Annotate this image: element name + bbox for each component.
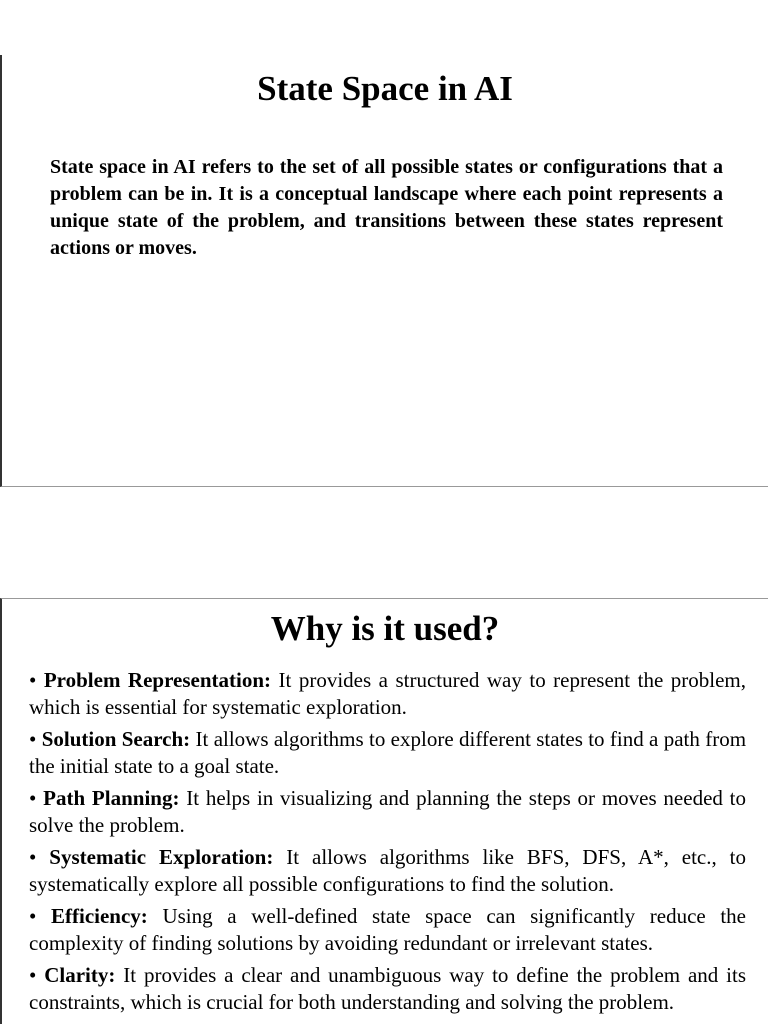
list-item bbox=[29, 667, 746, 721]
bullet-term: Problem Representation: bbox=[43, 668, 272, 692]
bullet-text: It provides a clear and unambiguous way to define the problem and its constraints, which is crucial for both understanding and solving the problem. bbox=[29, 963, 747, 1014]
definition-paragraph: State space in AI refers to the set of all possible states or configurations that a problem can be in. It is a conceptual landscape where each point represents a unique state of the problem, and transitions between these states represent actions or moves. bbox=[50, 156, 723, 259]
slide-title: Why is it used? bbox=[270, 609, 500, 648]
bullet-text: It allows algorithms to explore different states to find a path from the initial state to a goal state. bbox=[29, 727, 747, 778]
bullet-icon: • bbox=[29, 845, 37, 869]
list-item bbox=[29, 962, 746, 1016]
slide-why-used bbox=[0, 598, 768, 1024]
bullet-icon: • bbox=[29, 727, 37, 751]
bullet-term: Systematic Exploration: bbox=[49, 845, 274, 869]
bullet-icon: • bbox=[29, 786, 37, 810]
bullet-icon: • bbox=[29, 668, 37, 692]
bullet-term: Path Planning: bbox=[43, 786, 180, 810]
bullet-icon: • bbox=[29, 904, 37, 928]
slide-state-space bbox=[0, 55, 768, 487]
bullet-text: It allows algorithms like BFS, DFS, A*, etc., to systematically explore all possible configurations to find the solution. bbox=[29, 845, 746, 896]
list-item bbox=[29, 903, 746, 957]
bullet-text: Using a well-defined state space can significantly reduce the complexity of finding solutions by avoiding redundant or irrelevant states. bbox=[29, 904, 746, 955]
slide-title: State Space in AI bbox=[257, 69, 513, 108]
bullet-text: It helps in visualizing and planning the steps or moves needed to solve the problem. bbox=[29, 786, 747, 837]
bullet-icon: • bbox=[29, 963, 37, 987]
bullet-term: Solution Search: bbox=[41, 727, 191, 751]
bullet-term: Clarity: bbox=[44, 963, 116, 987]
list-item bbox=[29, 726, 746, 780]
bullet-text: It provides a structured way to represent the problem, which is essential for systematic exploration. bbox=[29, 668, 746, 719]
reasons-list bbox=[29, 667, 746, 1021]
bullet-term: Efficiency: bbox=[51, 904, 148, 928]
list-item bbox=[29, 844, 746, 898]
list-item bbox=[29, 785, 746, 839]
